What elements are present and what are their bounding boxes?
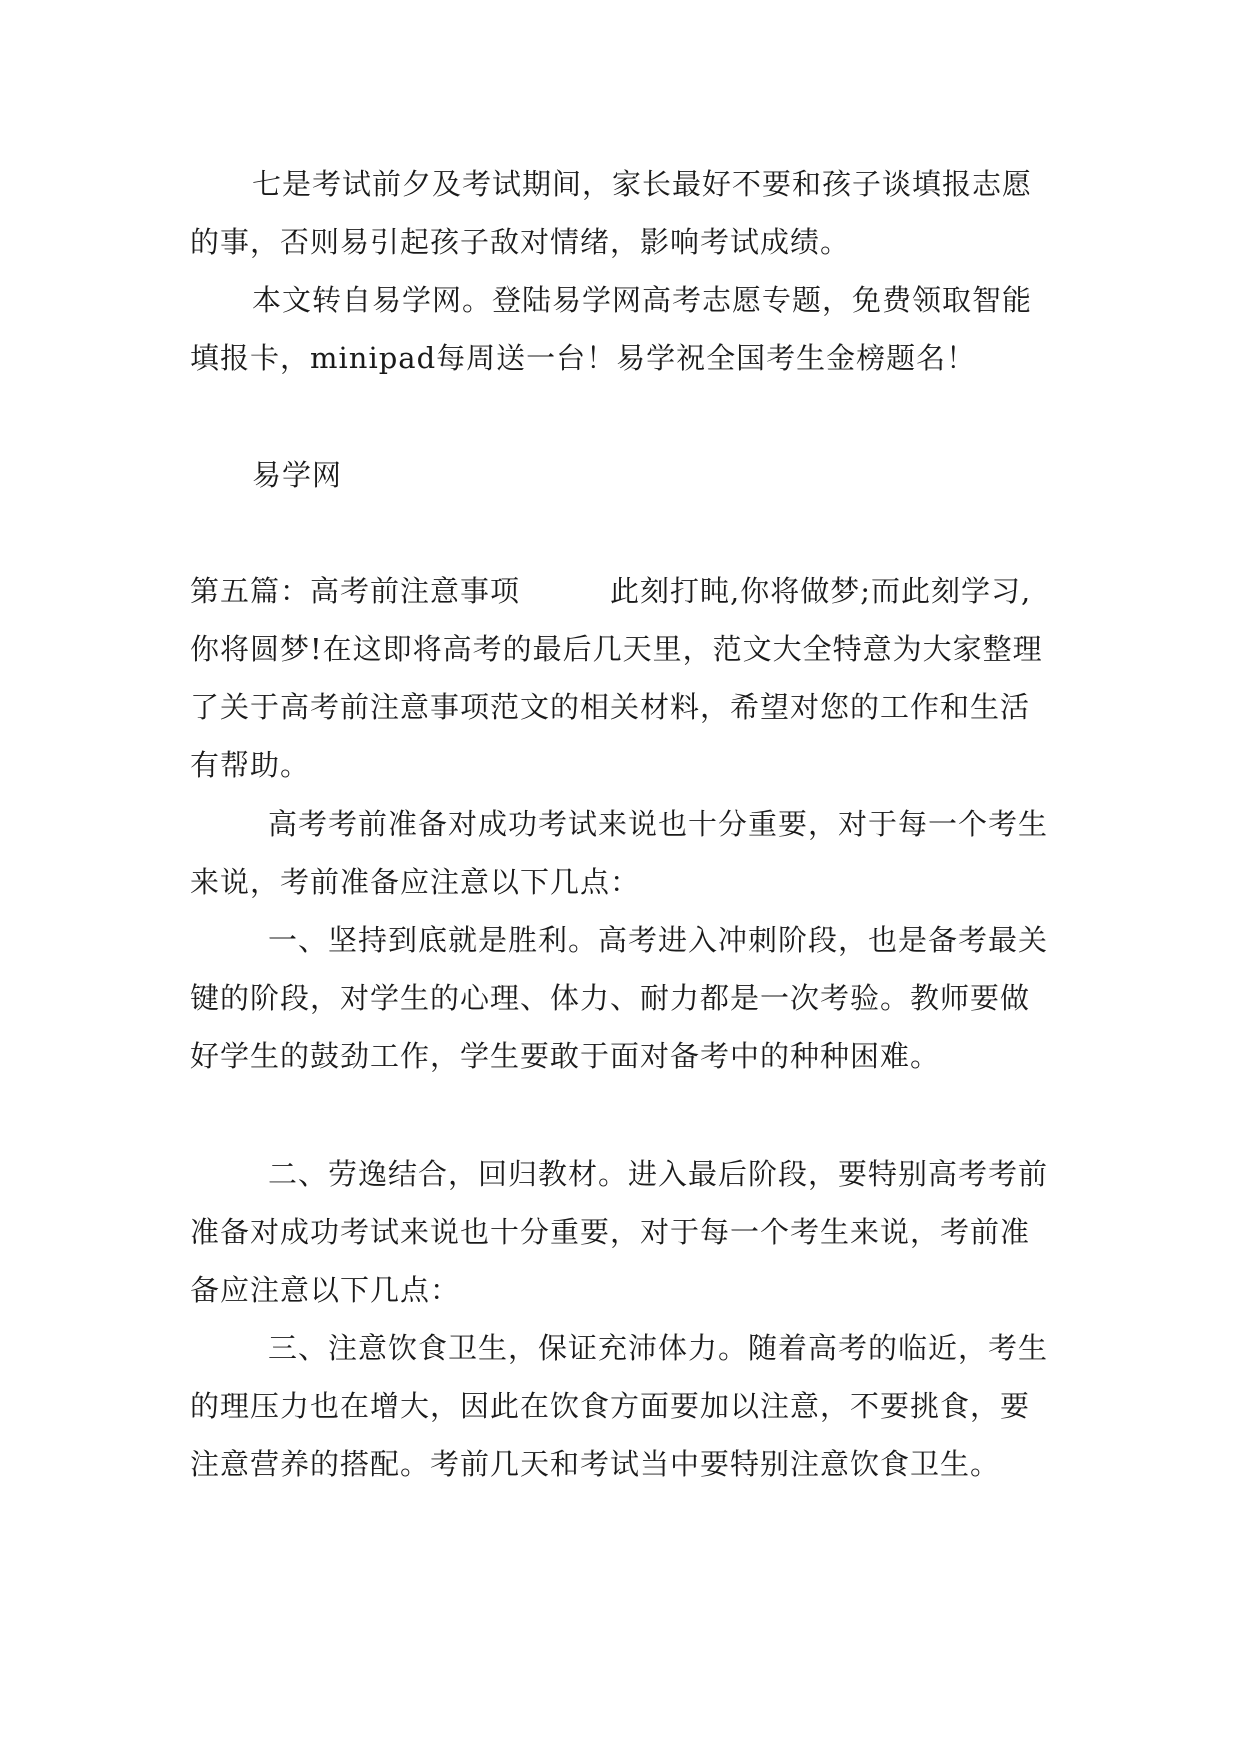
paragraph-parent-advice: 七是考试前夕及考试期间，家长最好不要和孩子谈填报志愿的事，否则易引起孩子敌对情绪，影响考试成绩。 — [190, 167, 1033, 259]
paragraph-point-two: 二、劳逸结合，回归教材。进入最后阶段，要特别高考考前准备对成功考试来说也十分重要，对于每一个考生来说，考前准备应注意以下几点： — [190, 1157, 1049, 1307]
paragraph-section-five-intro: 第五篇：高考前注意事项 此刻打盹,你将做梦;而此刻学习,你将圆梦!在这即将高考的最后几天里，范文大全特意为大家整理了关于高考前注意事项范文的相关材料，希望对您的工作和生活有帮助。 — [190, 574, 1043, 782]
paragraph-point-three: 三、注意饮食卫生，保证充沛体力。随着高考的临近，考生的理压力也在增大，因此在饮食方面要加以注意，不要挑食，要注意营养的搭配。考前几天和考试当中要特别注意饮食卫生。 — [190, 1331, 1049, 1481]
paragraph-site-name: 易学网 — [252, 458, 343, 492]
paragraph-point-one: 一、坚持到底就是胜利。高考进入冲刺阶段，也是备考最关键的阶段，对学生的心理、体力、耐力都是一次考验。教师要做好学生的鼓劲工作，学生要敢于面对备考中的种种困难。 — [190, 923, 1049, 1073]
paragraph-prep-overview: 高考考前准备对成功考试来说也十分重要，对于每一个考生来说，考前准备应注意以下几点： — [190, 807, 1049, 899]
paragraph-source-note: 本文转自易学网。登陆易学网高考志愿专题，免费领取智能填报卡，minipad每周送一台！易学祝全国考生金榜题名！ — [190, 283, 1033, 375]
